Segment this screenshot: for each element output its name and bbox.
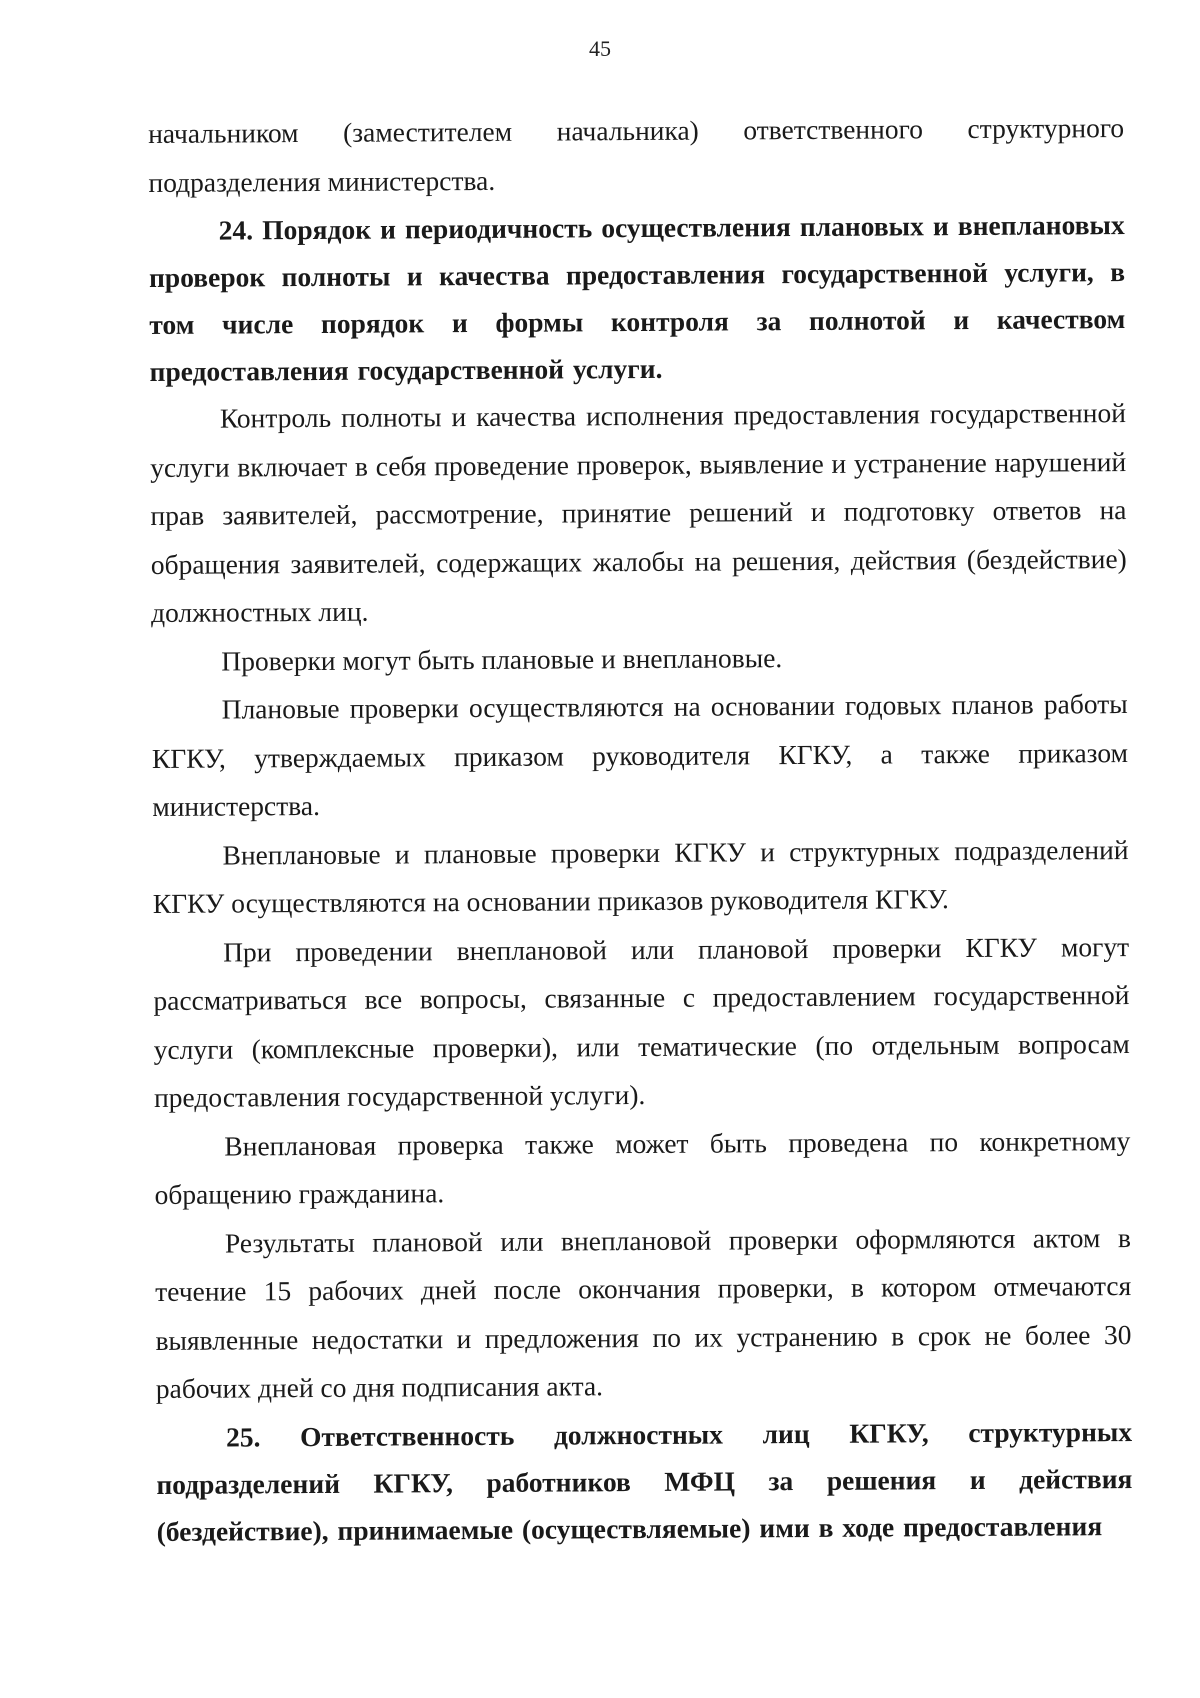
paragraph-citizen-request: Внеплановая проверка также может быть проведена по конкретному обращению гражданина. <box>154 1124 1131 1210</box>
paragraph-control-scope: Контроль полноты и качества исполнения предоставления государственной услуги включает в себя проведение проверок, выявление и устранение нарушений прав заявителей, рассмотрение, принятие решений и подготовку ответов на обращения заявителей, содержащих жалобы на решения, действия (бездействие) должностных лиц. <box>150 397 1127 628</box>
paragraph-inspection-results: Результаты плановой или внеплановой проверки оформляются актом в течение 15 рабочих дней после окончания проверки, в котором отмечаются выявленные недостатки и предложения по их устранению в срок не более 30 рабочих дней со дня подписания акта. <box>155 1221 1132 1404</box>
page-number: 45 <box>589 36 611 61</box>
document-body <box>148 104 1133 1554</box>
paragraph-unplanned-inspections: Внеплановые и плановые проверки КГКУ и структурных подразделений КГКУ осуществляются на основании приказов руководителя КГКУ. <box>152 833 1129 919</box>
paragraph-continuation: начальником (заместителем начальника) ответственного структурного подразделения министерства. <box>148 112 1125 198</box>
paragraph-planned-inspections: Плановые проверки осуществляются на основании годовых планов работы КГКУ, утверждаемых приказом руководителя КГКУ, а также приказом министерства. <box>151 688 1129 822</box>
section-heading-25: 25. Ответственность должностных лиц КГКУ, структурных подразделений КГКУ, работников МФЦ за решения и действия (бездействие), принимаемые (осуществляемые) ими в ходе предоставления <box>156 1415 1133 1547</box>
section-heading-24: 24. Порядок и периодичность осуществления плановых и внеплановых проверок полноты и качества предоставления государственной услуги, в том числе порядок и формы контроля за полнотой и качеством предоставления государственной услуги. <box>148 209 1126 387</box>
paragraph-inspection-types: Проверки могут быть плановые и внеплановые. <box>221 641 783 677</box>
paragraph-inspection-questions: При проведении внеплановой или плановой проверки КГКУ могут рассматриваться все вопросы, связанные с предоставлением государственной услуги (комплексные проверки), или тематические (по отдельным вопросам предоставления государственной услуги). <box>153 930 1130 1113</box>
